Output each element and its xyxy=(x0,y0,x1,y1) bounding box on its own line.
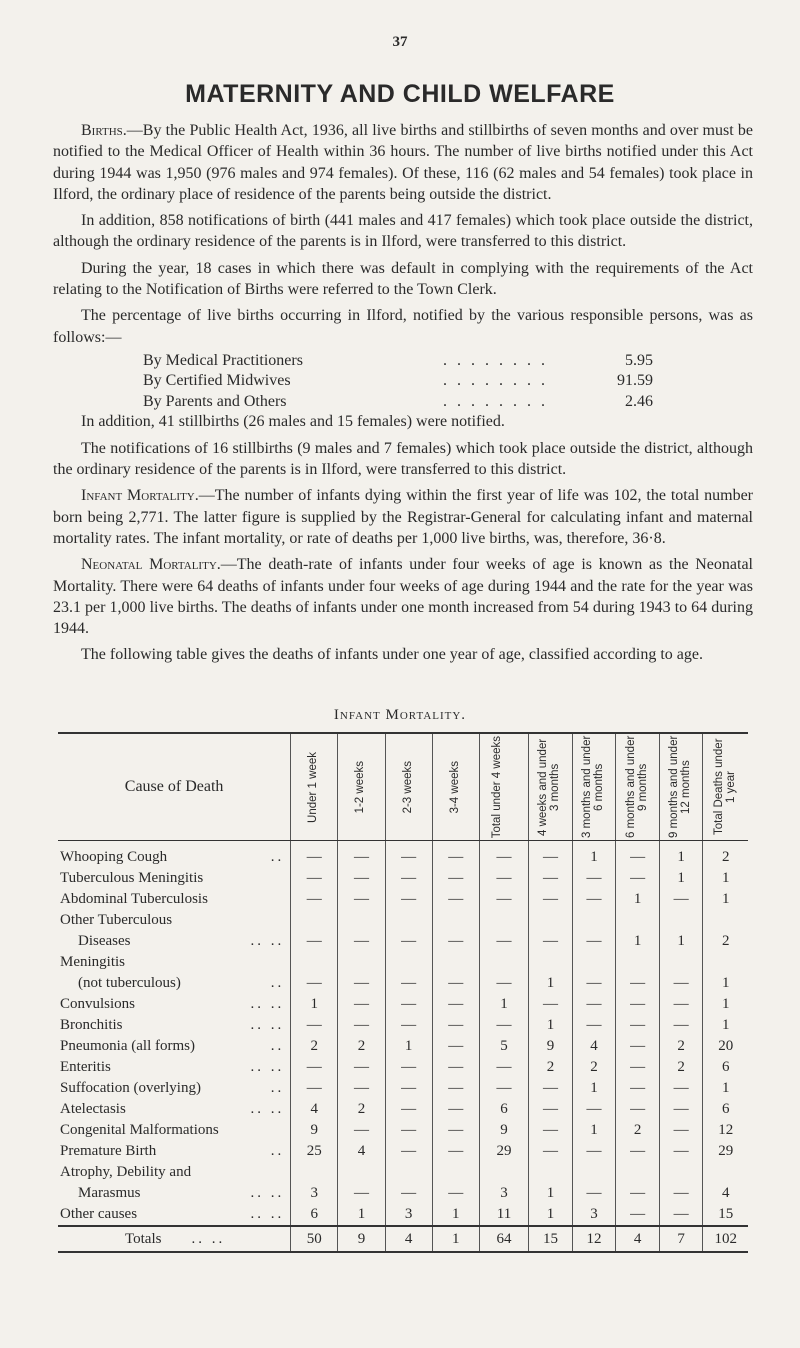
table-cell: 2 xyxy=(572,1057,616,1078)
table-cell: — xyxy=(529,1141,573,1162)
table-cell: — xyxy=(479,910,528,952)
table-cell: — xyxy=(338,1120,385,1141)
table-cell: — xyxy=(616,952,660,994)
table-cell: — xyxy=(659,994,703,1015)
table-cell: — xyxy=(432,1162,479,1204)
cause-header: Cause of Death xyxy=(58,733,291,841)
table-cell: 1 xyxy=(572,841,616,869)
table-cell: — xyxy=(616,1036,660,1057)
cause-cell xyxy=(58,1078,291,1099)
table-cell: — xyxy=(572,1099,616,1120)
leader-dots: .. .. xyxy=(250,1017,285,1033)
table-row xyxy=(58,1057,748,1078)
cause-cell xyxy=(58,994,291,1015)
table-cell: 1 xyxy=(291,994,338,1015)
table-cell: — xyxy=(572,889,616,910)
totals-label: Totals xyxy=(125,1231,162,1247)
totals-cell: 4 xyxy=(385,1226,432,1252)
cause-label: Pneumonia (all forms) xyxy=(60,1038,195,1054)
totals-cell: 9 xyxy=(338,1226,385,1252)
column-header xyxy=(479,733,528,841)
table-cell: — xyxy=(529,1078,573,1099)
table-cell: 6 xyxy=(703,1099,748,1120)
table-cell: 5 xyxy=(479,1036,528,1057)
table-row xyxy=(58,910,748,952)
column-header xyxy=(616,733,660,841)
cause-cell xyxy=(58,1057,291,1078)
cause-label: Atrophy, Debility and xyxy=(60,1164,192,1180)
table-cell: — xyxy=(616,868,660,889)
table-cell: — xyxy=(529,994,573,1015)
table-cell: — xyxy=(479,1078,528,1099)
percentage-value: 2.46 xyxy=(625,392,653,410)
table-cell: 29 xyxy=(479,1141,528,1162)
table-cell: 1 xyxy=(659,868,703,889)
table-cell: 2 xyxy=(659,1057,703,1078)
table-cell: 3 xyxy=(572,1204,616,1226)
table-cell: 3 xyxy=(385,1204,432,1226)
table-cell: — xyxy=(616,1141,660,1162)
table-cell: — xyxy=(572,1162,616,1204)
cause-label: Meningitis xyxy=(60,954,126,970)
table-row xyxy=(58,1162,748,1204)
infant-mortality-heading: Infant Mortality xyxy=(81,487,195,505)
column-header xyxy=(703,733,748,841)
cause-label-continued: Diseases xyxy=(78,933,131,949)
table-cell: 15 xyxy=(703,1204,748,1226)
leader-dots: .. xyxy=(270,1038,285,1054)
percentage-list xyxy=(53,350,753,412)
cause-cell xyxy=(58,1204,291,1226)
leader-dots: .. .. xyxy=(250,1101,285,1117)
cause-cell xyxy=(58,910,291,952)
table-cell: — xyxy=(479,952,528,994)
column-header-label: Total Deaths under 1 year xyxy=(712,738,737,836)
table-cell: — xyxy=(572,1141,616,1162)
leader-dots: .. .. xyxy=(191,1231,226,1247)
totals-cell: 4 xyxy=(616,1226,660,1252)
cause-label-continued: Marasmus xyxy=(78,1185,141,1201)
table-cell: — xyxy=(338,868,385,889)
table-cell: — xyxy=(479,889,528,910)
column-header xyxy=(338,733,385,841)
table-cell: 29 xyxy=(703,1141,748,1162)
table-cell: — xyxy=(432,841,479,869)
infant-mortality-table xyxy=(58,732,748,1253)
cause-cell xyxy=(58,868,291,889)
table-cell: 1 xyxy=(703,1015,748,1036)
stillbirths-paragraph: In addition, 41 stillbirths (26 males and 15 females) were notified. xyxy=(81,413,505,431)
column-header-label: 9 months and under 12 months xyxy=(668,735,693,839)
leader-dots: .. xyxy=(270,849,285,865)
table-cell: — xyxy=(659,1141,703,1162)
column-header xyxy=(659,733,703,841)
table-cell: 3 xyxy=(479,1162,528,1204)
cause-label: Atelectasis xyxy=(60,1101,126,1117)
table-row xyxy=(58,841,748,869)
column-header-label: 3-4 weeks xyxy=(448,760,461,814)
table-cell: — xyxy=(338,1015,385,1036)
cause-cell xyxy=(58,889,291,910)
table-cell: — xyxy=(529,1099,573,1120)
column-header xyxy=(291,733,338,841)
percentage-row xyxy=(53,350,753,371)
cause-label: Enteritis xyxy=(60,1059,111,1075)
column-header xyxy=(432,733,479,841)
table-cell: — xyxy=(338,952,385,994)
table-cell: — xyxy=(432,994,479,1015)
table-cell: — xyxy=(659,1204,703,1226)
table-cell: — xyxy=(291,889,338,910)
totals-cell: 7 xyxy=(659,1226,703,1252)
table-cell: 9 xyxy=(479,1120,528,1141)
table-cell: — xyxy=(432,1015,479,1036)
table-cell: — xyxy=(432,910,479,952)
cause-cell xyxy=(58,1162,291,1204)
table-cell: 12 xyxy=(703,1120,748,1141)
column-header-label: 1-2 weeks xyxy=(354,760,367,814)
table-cell: — xyxy=(385,841,432,869)
percentage-paragraph: The percentage of live births occurring in Ilford, notified by the various responsible persons, was as follows:— xyxy=(53,307,753,346)
totals-cell: 64 xyxy=(479,1226,528,1252)
table-cell: — xyxy=(432,868,479,889)
table-cell: 1 xyxy=(703,868,748,889)
births-paragraph xyxy=(53,120,753,205)
table-cell: 1 xyxy=(529,1015,573,1036)
additional-paragraph: In addition, 858 notifications of birth (441 males and 417 females) which took place outside the district, although the ordinary residence of the parents is in Ilford, were transferred to this district. xyxy=(53,212,753,251)
table-row xyxy=(58,1099,748,1120)
table-cell: 2 xyxy=(338,1036,385,1057)
table-caption: Infant Mortality. xyxy=(333,707,467,723)
cause-label: Abdominal Tuberculosis xyxy=(60,891,208,907)
cause-cell xyxy=(58,1141,291,1162)
table-cell: 2 xyxy=(703,841,748,869)
column-header-label: 6 months and under 9 months xyxy=(624,735,649,839)
table-cell: — xyxy=(572,994,616,1015)
leader-dots: .. xyxy=(270,1143,285,1159)
table-cell: — xyxy=(529,889,573,910)
table-cell: — xyxy=(291,952,338,994)
table-row xyxy=(58,889,748,910)
table-cell: 4 xyxy=(572,1036,616,1057)
table-cell: — xyxy=(338,841,385,869)
leader-dots: .. .. xyxy=(250,1206,285,1222)
cause-cell xyxy=(58,1036,291,1057)
table-cell: 1 xyxy=(703,994,748,1015)
table-cell: 1 xyxy=(703,952,748,994)
table-cell: — xyxy=(616,1099,660,1120)
percentage-label: By Medical Practitioners xyxy=(143,351,303,369)
table-cell: 6 xyxy=(479,1099,528,1120)
table-cell: 2 xyxy=(659,1036,703,1057)
leader-dots: .. .. xyxy=(250,996,285,1012)
cause-label: Bronchitis xyxy=(60,1017,123,1033)
table-cell: — xyxy=(338,889,385,910)
table-cell: 25 xyxy=(291,1141,338,1162)
table-cell: 2 xyxy=(529,1057,573,1078)
cause-label: Whooping Cough xyxy=(60,849,168,865)
infant-mortality-text: .—The number of infants dying within the first year of life was 102, the total number born being 2,771. The latter figure is supplied by the Registrar-General for calculating infant and maternal mortality rates. The infant mortality, or rate of deaths per 1,000 live births, was, therefore, 36·8. xyxy=(53,487,754,547)
table-cell: 20 xyxy=(703,1036,748,1057)
leader-dots: .. .. xyxy=(250,1059,285,1075)
table-cell: — xyxy=(385,1057,432,1078)
table-cell: — xyxy=(432,1078,479,1099)
table-cell: 1 xyxy=(385,1036,432,1057)
table-cell: — xyxy=(385,1078,432,1099)
table-cell: 11 xyxy=(479,1204,528,1226)
table-cell: — xyxy=(616,1078,660,1099)
table-cell: 1 xyxy=(703,1078,748,1099)
totals-cell: 15 xyxy=(529,1226,573,1252)
table-row xyxy=(58,1120,748,1141)
leader-dots: .. xyxy=(270,975,285,991)
table-cell: 1 xyxy=(616,889,660,910)
table-cell: — xyxy=(572,1015,616,1036)
totals-cell: 1 xyxy=(432,1226,479,1252)
table-cell: — xyxy=(529,868,573,889)
percentage-row xyxy=(53,370,753,391)
table-cell: 1 xyxy=(616,910,660,952)
table-cell: 1 xyxy=(572,1078,616,1099)
neonatal-mortality-text: .—The death-rate of infants under four weeks of age is known as the Neonatal Mortality. There were 64 deaths of infants under four weeks of age during 1944 and the rate for the year was 23.1 per 1,000 live births. The deaths of infants under one month increased from 54 during 1943 to 64 during 1944. xyxy=(53,556,754,638)
table-cell: — xyxy=(479,1015,528,1036)
totals-cell: 50 xyxy=(291,1226,338,1252)
table-cell: — xyxy=(479,868,528,889)
leader-dots: .. .. xyxy=(250,1185,285,1201)
table-cell: — xyxy=(659,1015,703,1036)
totals-row xyxy=(58,1226,748,1252)
percentage-row xyxy=(53,391,753,412)
page-title: MATERNITY AND CHILD WELFARE xyxy=(185,80,615,108)
table-cell: — xyxy=(338,1057,385,1078)
table-cell: 1 xyxy=(703,889,748,910)
table-cell: 1 xyxy=(529,952,573,994)
table-row xyxy=(58,952,748,994)
totals-label-cell xyxy=(58,1226,291,1252)
table-cell: — xyxy=(385,952,432,994)
table-cell: — xyxy=(291,1015,338,1036)
table-cell: 4 xyxy=(291,1099,338,1120)
percentage-value: 5.95 xyxy=(625,351,653,369)
table-cell: 1 xyxy=(432,1204,479,1226)
table-cell: — xyxy=(291,1078,338,1099)
text-body xyxy=(53,120,753,671)
cause-cell xyxy=(58,952,291,994)
cause-label: Convulsions xyxy=(60,996,136,1012)
table-cell: 1 xyxy=(529,1162,573,1204)
table-cell: 3 xyxy=(291,1162,338,1204)
table-cell: — xyxy=(385,1141,432,1162)
table-cell: — xyxy=(432,952,479,994)
table-cell: — xyxy=(616,1204,660,1226)
table-cell: 1 xyxy=(659,910,703,952)
table-cell: — xyxy=(572,952,616,994)
cause-cell xyxy=(58,1120,291,1141)
totals-cell: 102 xyxy=(703,1226,748,1252)
table-row xyxy=(58,1036,748,1057)
column-header xyxy=(572,733,616,841)
table-header-row xyxy=(58,733,748,841)
table-cell: — xyxy=(616,994,660,1015)
table-cell: — xyxy=(616,1162,660,1204)
neonatal-mortality-heading: Neonatal Mortality xyxy=(81,556,217,574)
percentage-dots: . . . . . . . . xyxy=(443,392,548,410)
cause-label: Other causes xyxy=(60,1206,138,1222)
percentage-label: By Parents and Others xyxy=(143,392,287,410)
table-intro-paragraph: The following table gives the deaths of infants under one year of age, classified according to age. xyxy=(81,646,703,664)
column-header-label: 2-3 weeks xyxy=(401,760,414,814)
column-header-label: 3 months and under 6 months xyxy=(581,735,606,839)
percentage-dots: . . . . . . . . xyxy=(443,351,548,369)
column-header-label: 4 weeks and under 3 months xyxy=(537,738,562,836)
table-cell: — xyxy=(385,1162,432,1204)
table-cell: — xyxy=(338,1078,385,1099)
table-cell: — xyxy=(572,910,616,952)
percentage-dots: . . . . . . . . xyxy=(443,372,548,390)
table-cell: — xyxy=(616,841,660,869)
default-paragraph: During the year, 18 cases in which there was default in complying with the requirements of the Act relating to the Notification of Births were referred to the Town Clerk. xyxy=(53,259,753,299)
table-cell: — xyxy=(432,1057,479,1078)
table-cell: — xyxy=(659,1162,703,1204)
table-cell: 2 xyxy=(703,910,748,952)
table-cell: — xyxy=(616,1057,660,1078)
table-cell: — xyxy=(291,1057,338,1078)
table-cell: — xyxy=(432,889,479,910)
table-cell: 2 xyxy=(616,1120,660,1141)
table-cell: — xyxy=(529,910,573,952)
table-cell: 1 xyxy=(572,1120,616,1141)
table-cell: — xyxy=(385,910,432,952)
stillbirths-transferred-paragraph: The notifications of 16 stillbirths (9 males and 7 females) which took place outside the district, although the ordinary residence of the parents is in Ilford, were transferred to this district. xyxy=(53,439,753,479)
table-cell: 2 xyxy=(291,1036,338,1057)
cause-label-continued: (not tuberculous) xyxy=(78,975,181,991)
table-cell: — xyxy=(291,841,338,869)
page-number: 37 xyxy=(392,34,408,50)
table-cell: — xyxy=(385,1120,432,1141)
table-cell: — xyxy=(385,994,432,1015)
table-cell: 1 xyxy=(338,1204,385,1226)
table-cell: 2 xyxy=(338,1099,385,1120)
table-cell: — xyxy=(385,1015,432,1036)
table-cell: 1 xyxy=(659,841,703,869)
table-cell: — xyxy=(479,841,528,869)
table-cell: — xyxy=(338,1162,385,1204)
column-header xyxy=(385,733,432,841)
table-cell: 6 xyxy=(291,1204,338,1226)
cause-cell xyxy=(58,1099,291,1120)
column-header xyxy=(529,733,573,841)
table-cell: — xyxy=(291,868,338,889)
leader-dots: .. .. xyxy=(250,933,285,949)
births-heading: Births xyxy=(81,122,123,139)
table-row xyxy=(58,868,748,889)
table-cell: — xyxy=(659,1078,703,1099)
table-row xyxy=(58,1204,748,1226)
leader-dots: .. xyxy=(270,1080,285,1096)
cause-label: Premature Birth xyxy=(60,1143,157,1159)
table-row xyxy=(58,1015,748,1036)
table-cell: — xyxy=(529,841,573,869)
table-cell: 6 xyxy=(703,1057,748,1078)
percentage-label: By Certified Midwives xyxy=(143,372,291,390)
table-cell: — xyxy=(338,910,385,952)
table-cell: 4 xyxy=(703,1162,748,1204)
totals-cell: 12 xyxy=(572,1226,616,1252)
table-row xyxy=(58,1141,748,1162)
column-header-label: Under 1 week xyxy=(307,751,320,823)
births-text: .—By the Public Health Act, 1936, all live births and stillbirths of seven months and over must be notified to the Medical Officer of Health within 36 hours. The number of live births notified under this Act during 1944 was 1,950 (976 males and 974 females). Of these, 116 (62 males and 54 females) took place in Ilford, the ordinary place of residence of the parents being outside the district. xyxy=(53,122,753,203)
percentage-value: 91.59 xyxy=(617,372,653,390)
column-header-label: Total under 4 weeks xyxy=(491,735,504,839)
table-cell: — xyxy=(659,889,703,910)
table-cell: — xyxy=(659,952,703,994)
cause-label: Other Tuberculous xyxy=(60,912,173,928)
table-cell: 4 xyxy=(338,1141,385,1162)
table-cell: — xyxy=(529,1120,573,1141)
table-cell: — xyxy=(616,1015,660,1036)
table-cell: 1 xyxy=(479,994,528,1015)
infant-mortality-paragraph xyxy=(53,485,753,549)
cause-cell xyxy=(58,841,291,869)
table-cell: — xyxy=(659,1099,703,1120)
table-cell: 9 xyxy=(291,1120,338,1141)
table-row xyxy=(58,994,748,1015)
table-cell: 1 xyxy=(529,1204,573,1226)
table-cell: — xyxy=(432,1120,479,1141)
cause-label: Congenital Malformations xyxy=(60,1122,219,1138)
table-cell: — xyxy=(385,868,432,889)
neonatal-mortality-paragraph xyxy=(53,554,753,639)
table-cell: — xyxy=(291,910,338,952)
table-cell: — xyxy=(479,1057,528,1078)
table-cell: 9 xyxy=(529,1036,573,1057)
table-cell: — xyxy=(338,994,385,1015)
cause-label: Suffocation (overlying) xyxy=(60,1080,201,1096)
cause-label: Tuberculous Meningitis xyxy=(60,870,204,886)
table-cell: — xyxy=(432,1141,479,1162)
table-cell: — xyxy=(432,1099,479,1120)
table-cell: — xyxy=(659,1120,703,1141)
table-cell: — xyxy=(572,868,616,889)
table-cell: — xyxy=(385,889,432,910)
table-row xyxy=(58,1078,748,1099)
table-cell: — xyxy=(385,1099,432,1120)
cause-cell xyxy=(58,1015,291,1036)
table-cell: — xyxy=(432,1036,479,1057)
